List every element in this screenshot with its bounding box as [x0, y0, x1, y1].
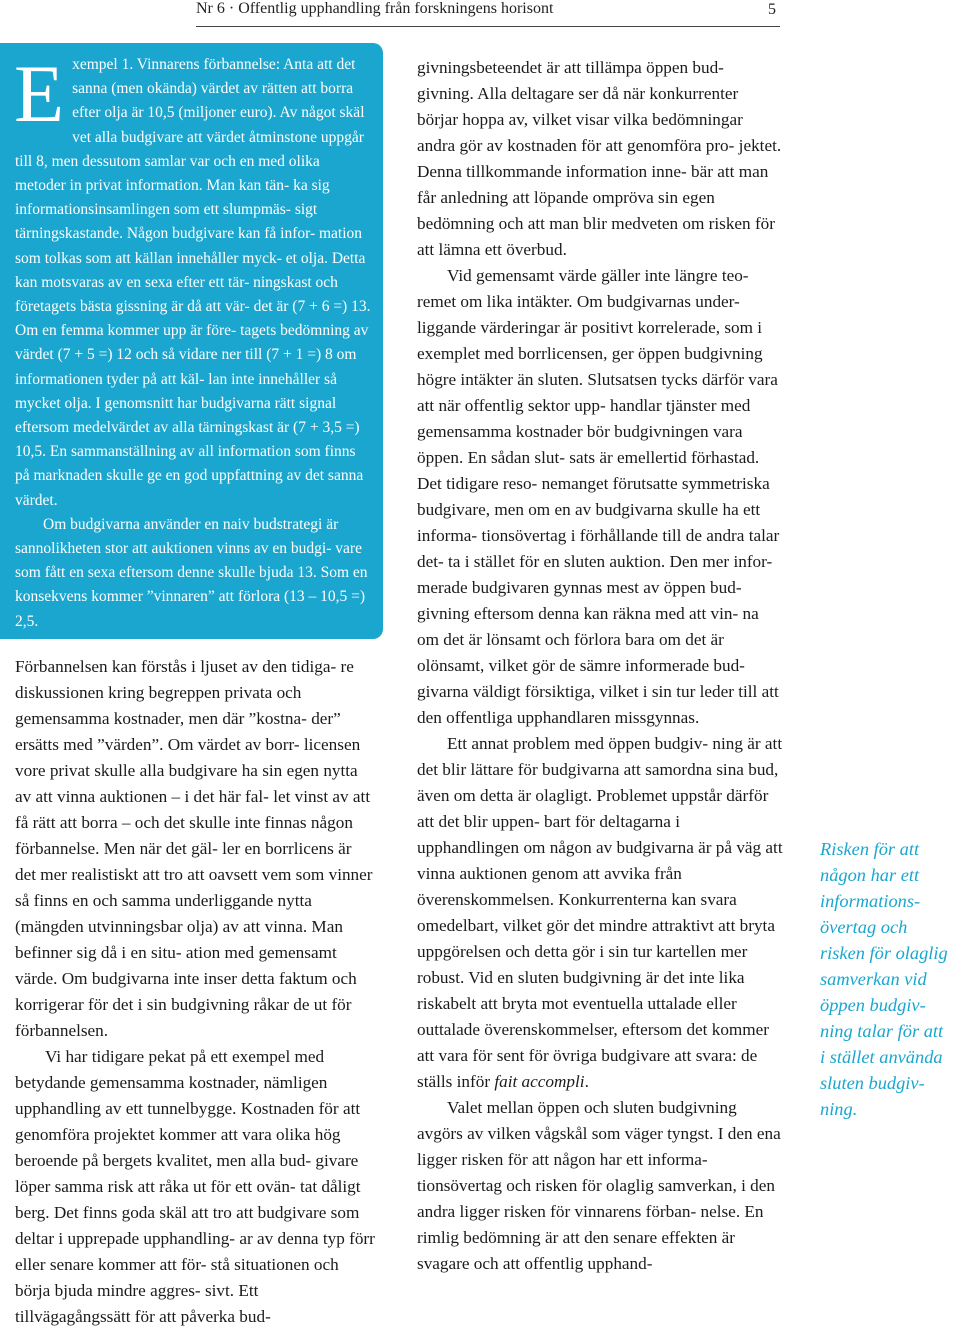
text-line: tycks därför vara att när offentlig sektor upp- [417, 370, 778, 415]
text-line: tionsövertag i förhållande till de andra talar det- [417, 526, 780, 571]
example-line: tärningskast är (7 + 3,5 =) 10,5. En sammanställning [15, 419, 360, 461]
text-line: Ett annat problem med öppen budgiv- [447, 734, 709, 753]
text-line: egen nytta av att vinna auktionen – i det här fal- [15, 761, 358, 806]
margin-note-line: samverkan vid [820, 969, 927, 989]
example-line: av all information som finns på marknaden skulle ge [15, 443, 356, 485]
text-line: gemensamma kostnader, men där ”kostna- [15, 709, 307, 728]
text-line: . [584, 1072, 589, 1091]
italic-phrase: fait accompli [494, 1072, 585, 1091]
margin-note-line: risken för olaglig [820, 943, 948, 963]
page-header [0, 0, 780, 28]
example-line: borra efter olja är 10,5 (miljoner euro). Av [72, 80, 354, 122]
text-line: ning är att det blir lättare för budgivarna att [417, 734, 783, 779]
text-line: men om en av budgivarna skulle ha ett informa- [417, 500, 761, 545]
text-line: bör budgivningen vara öppen. En sådan slut- [417, 422, 743, 467]
text-line: överenskommelser, eftersom det kommer att [417, 1020, 770, 1065]
example-line: tagets bedömning av värdet (7 + 5 =) 12 och så vidare [15, 322, 369, 364]
text-line: ta i stället för en sluten auktion. Den mer infor- [448, 552, 773, 571]
example-line: ningskast och företagets bästa gissning är då att vär- [15, 273, 338, 316]
example-line: det sanna (men okända) värdet av rätten att [72, 56, 356, 98]
header-divider [196, 26, 780, 27]
margin-note-line: övertag och [820, 917, 908, 937]
text-line: avgörs av vilken vågskål som väger tyngst. I den [417, 1124, 753, 1143]
text-line: effekten är svagare och att offentlig upphand- [417, 1228, 736, 1273]
margin-note-line: någon har ett [820, 865, 920, 885]
text-line: hög beroende på bergets kvalitet, men alla bud- [15, 1125, 341, 1170]
margin-note [820, 836, 960, 1122]
text-line: sin egen bedömning och att man blir medveten [417, 188, 715, 233]
text-line: vara för sent för övriga budgivare att svara: de [438, 1046, 758, 1065]
text-line: budgivare som deltar i upprepade upphandling- [15, 1203, 360, 1248]
text-line: givare löper samma risk att råka ut för ett ovän- [15, 1151, 359, 1196]
text-line: olja) av att vinna. Man befinner sig då i en situ- [15, 917, 343, 962]
example-line: Om budgivarna använder en naiv budstrategi är [43, 515, 339, 533]
example-line: uppgår till 8, men dessutom samlar var och en med [15, 128, 364, 170]
text-line: sin budgivning råkar de ut för förbannelsen. [15, 995, 352, 1040]
example-line: det är (7 + 6 =) 13. Om en femma kommer upp är före- [15, 298, 371, 340]
example-line: budgivarna rätt signal eftersom medelvärdet av alla [15, 394, 337, 437]
text-line: av budgivarna är på väg att vinna auktionen [417, 838, 783, 883]
text-line: Valet mellan öppen och sluten budgivning [447, 1098, 737, 1117]
text-line: Vi har tidigare pekat på ett exempel med [45, 1047, 325, 1066]
text-line: stå situationen och börja bjuda mindre aggres- [15, 1255, 339, 1300]
running-header-title: Nr 6 · Offentlig upphandling från forskningens horisont [196, 0, 554, 17]
example-line: sigt tärningskastande. Någon budgivare kan få infor- [15, 201, 318, 243]
example-line: et olja. Detta kan motsvaras av en sexa efter ett tär- [15, 249, 366, 291]
text-line: ar av denna typ förr eller senare kommer att för- [15, 1229, 375, 1274]
margin-note-line: ning talar för att [820, 1021, 944, 1041]
body-paragraph [417, 731, 783, 1095]
body-paragraph [417, 263, 783, 731]
text-line: samordna sina bud, även om detta är olagligt. [417, 760, 779, 805]
example-line: mation som tolkas som att källan innehåller myck- [15, 225, 363, 267]
example-line: (13 – 10,5 =) 2,5. [15, 588, 366, 630]
text-line: Vid gemensamt värde gäller inte längre teo- [447, 266, 749, 285]
margin-note-line: ning. [820, 1099, 858, 1119]
example-line: sannolikheten stor att auktionen vinns av en budgi- [15, 540, 332, 558]
margin-note-line: sluten budgiv- [820, 1073, 925, 1093]
text-line: underliggande nytta (mängden utvinningsbar [15, 891, 312, 936]
example-line: xempel 1. Vinnarens förbannelse: Anta att [72, 56, 333, 73]
text-line: oavsett vem som vinner så finns en och samma [15, 865, 373, 910]
text-line: nelse. En rimlig bedömning är att den senare [417, 1202, 764, 1247]
text-line: budgivning högre intäkter än sluten. Slutsatsen [417, 344, 763, 389]
example-line: ka sig informationsinsamlingen som ett slumpmäs- [15, 177, 330, 219]
text-line: sivt. Ett tillvägagångssätt för att påverka bud- [15, 1281, 271, 1326]
margin-note-line: öppen budgiv- [820, 995, 926, 1015]
text-line: bart för deltagarna i upphandlingen om någon [417, 812, 680, 857]
text-line: givningsbeteendet är att tillämpa öppen bud- [417, 58, 724, 77]
body-paragraph [417, 55, 783, 263]
body-paragraph [15, 654, 375, 1044]
text-line: ler en borrlicens är det mer realistiskt att tro att [15, 839, 352, 884]
text-line: gör det mindre attraktivt att bryta uppgörelsen [417, 916, 775, 961]
text-line: en sluten budgivning är det inte lika riskabelt [417, 968, 745, 1013]
text-line: givarna väldigt försiktiga, vilket i sin tur leder [417, 682, 734, 701]
text-line: och detta gör i sin tur kartellen mer robust. Vid [417, 942, 748, 987]
example-line: ner till (7 + 1 =) 8 om informationen tyder på att käl- [15, 346, 357, 388]
body-paragraph [417, 1095, 783, 1277]
text-line: ation med gemensamt värde. Om budgivarna [15, 943, 337, 988]
right-column [417, 55, 783, 1277]
example-line: en god uppfattning av det sanna värdet. [15, 467, 364, 509]
text-line: inte inser detta faktum och korrigerar för det i [15, 969, 357, 1014]
example-line: något skäl vet alla budgivare att värdet åtminstone [72, 104, 365, 146]
text-line: liggande värderingar är positivt korrelerade, [417, 318, 721, 337]
text-line: att bryta mot eventuella uttalade eller outtalade [417, 994, 737, 1039]
text-line: ena ligger risken för att någon har ett informa- [417, 1124, 781, 1169]
drop-cap: E [14, 48, 65, 139]
margin-note-line: informations- [820, 891, 921, 911]
text-line: Problemet uppstår därför att det blir uppen- [417, 786, 769, 831]
text-line: sats är emellertid förhastad. Det tidigare reso- [417, 448, 760, 493]
text-line: Förbannelsen kan förstås i ljuset av den tidiga- [15, 657, 337, 676]
text-line: att genomföra projektet kommer att vara olika [15, 1099, 361, 1144]
text-line: om risken för att lämna ett överbud. [417, 214, 775, 259]
text-line: som i exemplet med borrlicensen, ger öppen [417, 318, 763, 363]
text-line: genom att avvika från överenskommelsen. [417, 864, 682, 909]
text-line: upphandling av ett tunnelbygge. Kostnaden för [15, 1099, 339, 1118]
example-line: lan inte innehåller så mycket olja. I genomsnitt har [15, 370, 337, 412]
example-text [15, 513, 371, 634]
text-line: merade budgivaren gynnas mest av öppen bud- [417, 578, 742, 597]
text-line: tat dåligt berg. Det finns goda skäl att tro att [15, 1177, 361, 1222]
text-line: jektet. Denna tillkommande information inne- [417, 136, 782, 181]
margin-note-line: Risken för att [820, 839, 920, 859]
example-text [14, 48, 371, 513]
text-line: licensen vore privat skulle alla budgivare ha sin [15, 735, 361, 780]
text-line: givning eftersom denna kan räkna med att vin- [417, 604, 739, 623]
text-line: bär att man får anledning att löpande ompröva [417, 162, 769, 207]
text-line: der” ersätts med ”värden”. Om värdet av borr- [15, 709, 341, 754]
text-line: andra gör av kostnaden för att genomföra pro- [417, 136, 735, 155]
text-line: nemanget förutsatte symmetriska budgivare, [417, 474, 770, 519]
example-line: Som en konsekvens kommer ”vinnaren” att förlora [15, 564, 368, 606]
text-line: givning. Alla deltagare ser då när konkurrenter [417, 84, 739, 103]
text-line: Konkurrenterna kan svara omedelbart, vilket [417, 890, 737, 935]
example-box [0, 43, 383, 639]
text-line: olönsamt, vilket gör de sämre informerade bud- [417, 656, 745, 675]
text-line: ställs inför [417, 1072, 495, 1091]
left-column [15, 654, 375, 1330]
text-line: tionsövertag och risken för olaglig samverkan, [417, 1176, 737, 1195]
example-line: olika metoder in privat information. Man kan tän- [15, 152, 320, 195]
text-line: inte finnas någon förbannelse. Men när det gäl- [15, 813, 353, 858]
text-line: handlar tjänster med gemensamma kostnader [417, 396, 751, 441]
body-paragraph [15, 1044, 375, 1330]
example-line: vare som fått en sexa eftersom denne skulle bjuda 13. [15, 540, 362, 582]
text-line: betydande gemensamma kostnader, nämligen [15, 1073, 328, 1092]
text-line: re diskussionen kring begreppen privata och [15, 657, 354, 702]
text-line: na om det är lönsamt och förlora bara om det är [417, 604, 759, 649]
text-line: till att den offentliga upphandlaren missgynnas. [417, 682, 779, 727]
text-line: remet om lika intäkter. Om budgivarnas under- [417, 292, 740, 311]
margin-note-line: i stället använda [820, 1047, 943, 1067]
page-number: 5 [768, 1, 776, 18]
text-line: börjar hoppa av, vilket visar vilka bedömningar [417, 110, 743, 129]
text-line: let vinst av att få rätt att borra – och det skulle [15, 787, 371, 832]
text-line: i den andra ligger risken för vinnarens förban- [417, 1176, 775, 1221]
